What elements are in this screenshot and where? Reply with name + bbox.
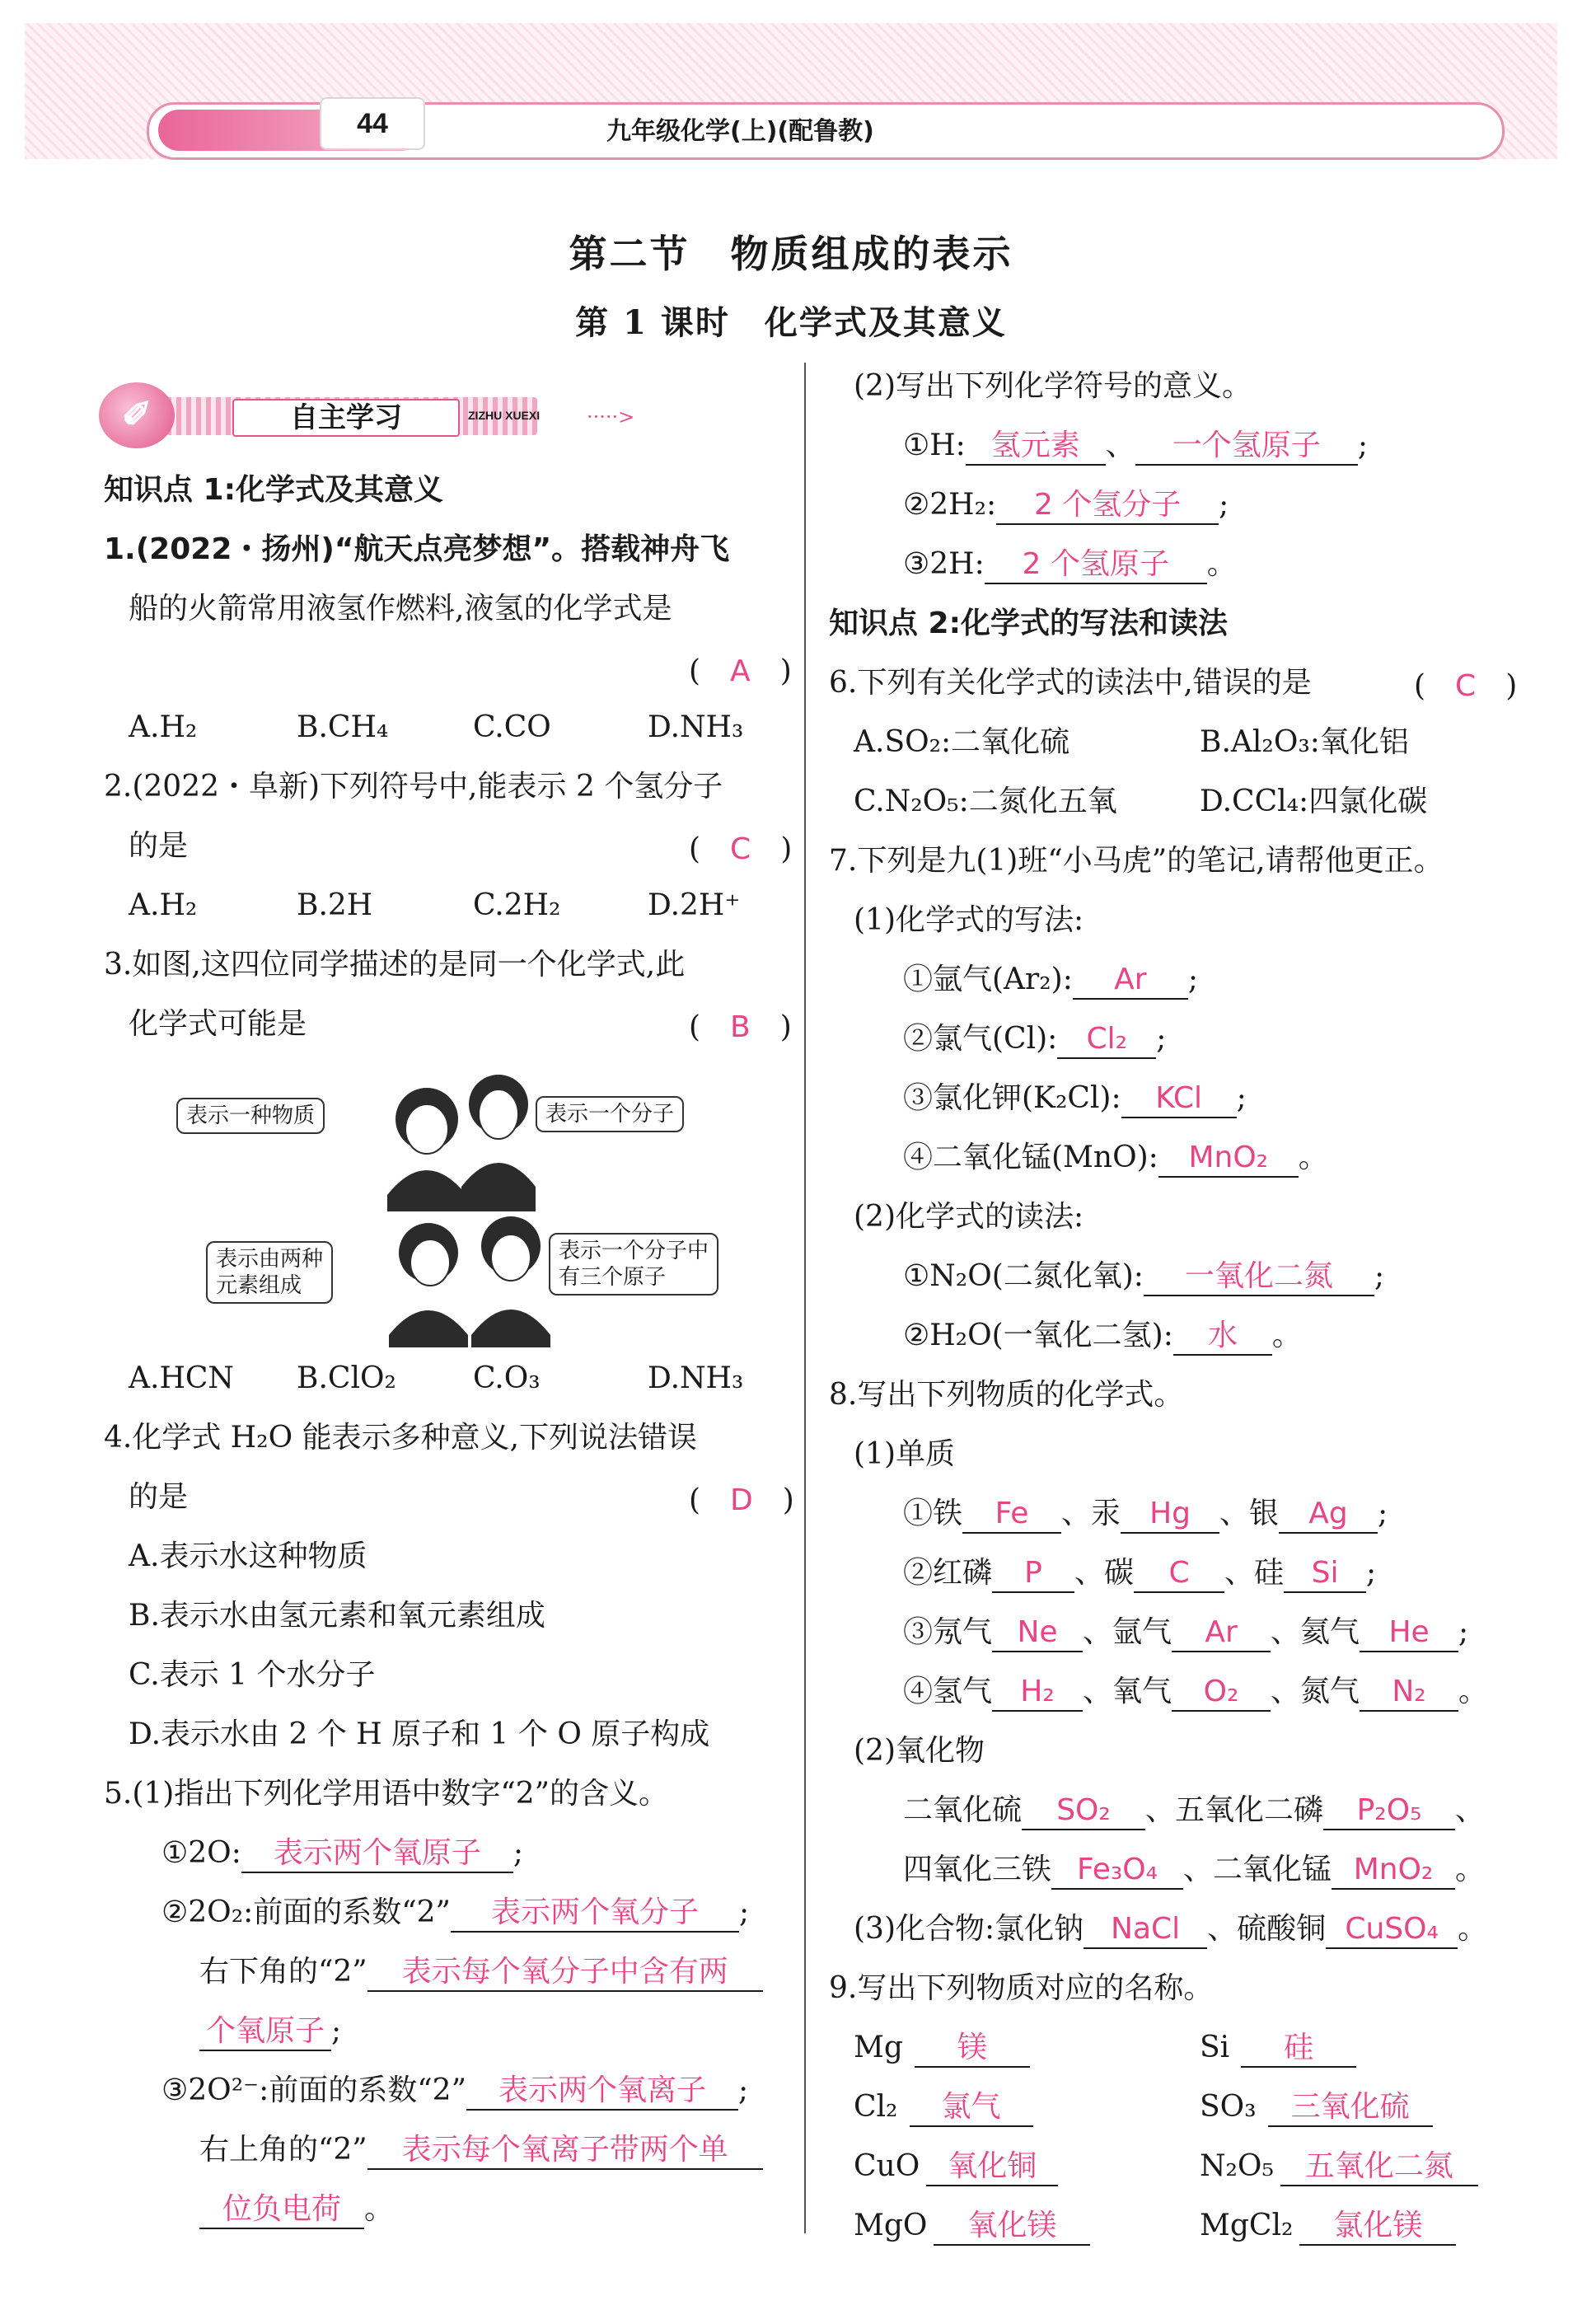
q5-item1-answer: 表示两个氧原子 [241, 1835, 513, 1873]
q9-name-answer: 氯化镁 [1299, 2208, 1456, 2246]
q6-line1: 6.下列有关化学式的读法中,错误的是 [829, 666, 1312, 700]
q8-r1-label-3: 、银 [1219, 1497, 1280, 1530]
q1-option-d: D.NH₃ [648, 710, 744, 744]
q9-row1-left [854, 2027, 1030, 2069]
q5-2-h2-label: ②2H₂: [903, 488, 997, 522]
q9-formula: MgCl₂ [1200, 2209, 1294, 2242]
banner-label: 自主学习 [232, 399, 460, 437]
q9-formula: SO₃ [1200, 2090, 1257, 2124]
q5-2-h-answer-1: 氢元素 [966, 428, 1106, 466]
q9-name-answer: 三氧化硫 [1268, 2089, 1433, 2127]
q2-option-b: B.2H [297, 888, 373, 922]
q5-2-h [903, 425, 1368, 466]
q5-item2b-answer-1: 表示每个氧分子中含有两 [367, 1954, 763, 1992]
q8-o2-answer-2: MnO₂ [1332, 1852, 1455, 1890]
q1-answer: A [730, 654, 751, 688]
q8-o1-answer-2: P₂O₅ [1323, 1792, 1455, 1830]
q5-2-intro: (2)写出下列化学符号的意义。 [854, 369, 1252, 403]
q7-r2-answer: 水 [1173, 1318, 1272, 1356]
q7-r1-label: ①N₂O(二氮化氧): [903, 1259, 1144, 1293]
q5-item2b-end: ; [331, 2014, 342, 2048]
q1-option-a: A.H₂ [129, 710, 198, 744]
book-title: 九年级化学(上)(配鲁教) [606, 117, 874, 146]
student-3-icon [389, 1223, 468, 1347]
q1-line1 [104, 529, 729, 570]
q4-option-a: A.表示水这种物质 [129, 1539, 367, 1573]
bubble-three-atoms: 表示一个分子中 有三个原子 [549, 1233, 718, 1296]
q4-option-d: D.表示水由 2 个 H 原子和 1 个 O 原子构成 [129, 1717, 710, 1751]
q8-r2-answer-2: C [1134, 1555, 1224, 1593]
q8-r4-label-1: ④氢气 [903, 1675, 993, 1708]
q6-option-b: B.Al₂O₃:氧化铝 [1200, 725, 1409, 759]
q5-item2b-cont [199, 2011, 341, 2052]
q9-formula: N₂O₅ [1200, 2149, 1274, 2183]
q9-formula: Cl₂ [854, 2090, 898, 2124]
q7-w3-label: ③氯化钾(K₂Cl): [903, 1081, 1121, 1115]
column-divider [804, 363, 806, 2233]
q4-option-c: C.表示 1 个水分子 [129, 1658, 376, 1692]
q3-option-b: B.ClO₂ [297, 1361, 396, 1395]
bubble-one-molecule: 表示一个分子 [536, 1096, 684, 1132]
q5-2-h3 [903, 544, 1237, 585]
q1-answer-paren: ( A ) [689, 654, 792, 688]
q8-o2-end: 。 [1455, 1853, 1486, 1886]
q4-answer: D [730, 1483, 753, 1517]
q8-line1: 8.写出下列物质的化学式。 [829, 1378, 1184, 1412]
q8-o2-label-1: 四氧化三铁 [903, 1853, 1052, 1886]
bubble-two-elements: 表示由两种 元素组成 [206, 1241, 333, 1304]
q7-r2-end: 。 [1271, 1319, 1302, 1352]
q8-r2-answer-1: P [992, 1555, 1074, 1593]
student-2-icon [461, 1075, 536, 1211]
q5-2-h-answer-2: 一个氢原子 [1135, 428, 1358, 466]
bubble-one-substance: 表示一种物质 [176, 1098, 325, 1134]
q8-r4-answer-2: O₂ [1172, 1674, 1271, 1712]
q7-w3 [903, 1078, 1247, 1119]
q8-r3-answer-2: Ar [1172, 1614, 1271, 1652]
q3-answer-paren: ( B ) [689, 1010, 792, 1044]
q5-item3b [199, 2130, 763, 2171]
q9-name-answer: 硅 [1241, 2030, 1356, 2068]
q3-line2: 化学式可能是 [129, 1007, 307, 1041]
q9-name-answer: 镁 [915, 2030, 1030, 2068]
q5-item3-answer: 表示两个氧离子 [466, 2073, 738, 2111]
q8-r2-answer-3: Si [1284, 1555, 1366, 1593]
q7-w1-answer: Ar [1073, 962, 1188, 1000]
q9-formula: Mg [854, 2031, 903, 2064]
q9-row1-right [1200, 2027, 1356, 2069]
q6-option-c: C.N₂O₅:二氮化五氧 [854, 785, 1117, 818]
q3-option-a: A.HCN [129, 1361, 234, 1395]
q8-row3 [903, 1612, 1468, 1653]
q3-answer: B [730, 1010, 751, 1044]
q5-item2 [161, 1892, 749, 1933]
q7-w4 [903, 1137, 1328, 1178]
q7-r2-label: ②H₂O(一氧化二氢): [903, 1319, 1173, 1352]
q8-compound-answer-2: CuSO₄ [1326, 1911, 1458, 1949]
q5-item3b-answer-1: 表示每个氧离子带两个单 [367, 2132, 763, 2170]
q7-r2 [903, 1315, 1302, 1356]
q5-2-h-end: ; [1357, 429, 1368, 462]
q5-2-h-sep: 、 [1105, 429, 1135, 462]
q9-line1: 9.写出下列物质对应的名称。 [829, 1971, 1214, 2005]
q2-answer-paren: ( C ) [689, 832, 793, 866]
q7-w4-answer: MnO₂ [1158, 1140, 1299, 1178]
q1-option-b: B.CH₄ [297, 710, 389, 744]
q8-r2-end: ; [1366, 1556, 1377, 1590]
knowledge-point-1: 知识点 1:化学式及其意义 [104, 473, 443, 507]
q2-option-a: A.H₂ [129, 888, 198, 922]
q8-r4-answer-3: N₂ [1360, 1674, 1458, 1712]
q8-r1-label-2: 、汞 [1061, 1497, 1121, 1530]
q2-option-c: C.2H₂ [473, 888, 561, 922]
q5-item1-end: ; [513, 1836, 523, 1870]
q5-item3b-end: 。 [364, 2192, 395, 2226]
q9-row2-right [1200, 2087, 1433, 2128]
q8-compound-mid: 、硫酸铜 [1207, 1912, 1327, 1946]
q8-sub2: (2)氧化物 [854, 1734, 985, 1768]
q5-2-h2-end: ; [1219, 488, 1229, 522]
page-number: 44 [320, 97, 425, 150]
q5-2-h3-end: 。 [1206, 547, 1237, 581]
q7-w1-end: ; [1187, 963, 1198, 996]
q7-line1: 7.下列是九(1)班“小马虎”的笔记,请帮他更正。 [829, 844, 1444, 878]
q8-o1-label-1: 二氧化硫 [903, 1793, 1023, 1827]
q9-name-answer: 氧化镁 [934, 2208, 1090, 2246]
q8-row2 [903, 1553, 1376, 1594]
q8-o1-end: 、 [1455, 1793, 1486, 1827]
q8-o1-answer-1: SO₂ [1022, 1792, 1145, 1830]
q8-r3-label-3: 、氦气 [1271, 1615, 1360, 1649]
q8-r4-answer-1: H₂ [992, 1674, 1083, 1712]
q5-item2-end: ; [738, 1895, 750, 1929]
q2-option-d: D.2H⁺ [648, 888, 741, 922]
banner-arrow: ·····> [587, 405, 635, 429]
q5-item3b-answer-2: 位负电荷 [199, 2191, 364, 2229]
q1-option-c: C.CO [473, 710, 551, 744]
q5-item3-end: ; [737, 2073, 749, 2107]
banner-pinyin: ZIZHU XUEXI [468, 409, 541, 422]
q5-item3b-label: 右上角的“2” [199, 2133, 367, 2167]
q2-answer: C [730, 832, 751, 866]
q5-item3 [161, 2070, 748, 2111]
q8-row1 [903, 1493, 1388, 1534]
q8-r2-label-2: 、碳 [1074, 1556, 1135, 1590]
q8-r3-end: ; [1458, 1615, 1469, 1649]
q8-r2-label-3: 、硅 [1224, 1556, 1285, 1590]
q9-name-answer: 氧化铜 [926, 2148, 1058, 2186]
q5-item2b-label: 右下角的“2” [199, 1955, 367, 1989]
q2-line2: 的是 [129, 829, 189, 863]
q5-2-h2 [903, 485, 1229, 526]
q8-compound-answer-1: NaCl [1084, 1911, 1207, 1949]
q9-name-answer: 氯气 [910, 2089, 1033, 2127]
q8-compound-label: (3)化合物:氯化钠 [854, 1912, 1084, 1946]
q8-oxide-row2 [903, 1849, 1485, 1891]
q7-w2-end: ; [1156, 1022, 1167, 1056]
q5-item3-label: ③2O²⁻:前面的系数“2” [161, 2073, 466, 2107]
q2-line1: 2.(2022・阜新)下列符号中,能表示 2 个氢分子 [104, 770, 723, 804]
q8-r3-answer-1: Ne [992, 1614, 1083, 1652]
q8-row4 [903, 1671, 1488, 1713]
q9-row3-right [1200, 2146, 1478, 2187]
q8-compound-end: 。 [1458, 1912, 1488, 1946]
q6-answer-paren: ( C ) [1414, 669, 1518, 703]
q8-oxide-row1 [903, 1790, 1485, 1831]
q5-2-h2-answer: 2 个氢分子 [996, 487, 1219, 525]
q7-w2-label: ②氯气(Cl): [903, 1022, 1058, 1056]
q8-o2-label-2: 、二氧化锰 [1183, 1853, 1332, 1886]
q1-line2: 船的火箭常用液氢作燃料,液氢的化学式是 [129, 592, 672, 626]
q7-w1 [903, 959, 1198, 1000]
student-4-icon [471, 1216, 550, 1347]
q1-text: 1.(2022・扬州)“航天点亮梦想”。搭载神舟飞 [104, 532, 730, 566]
q8-o1-label-2: 、五氧化二磷 [1145, 1793, 1324, 1827]
q5-item2-label: ②2O₂:前面的系数“2” [161, 1895, 451, 1929]
q7-w2-answer: Cl₂ [1057, 1021, 1156, 1059]
q9-formula: CuO [854, 2149, 920, 2183]
q9-row4-right [1200, 2205, 1456, 2247]
knowledge-point-2: 知识点 2:化学式的写法和读法 [829, 607, 1228, 640]
q4-line1: 4.化学式 H₂O 能表示多种意义,下列说法错误 [104, 1421, 698, 1455]
q7-w4-label: ④二氧化锰(MnO): [903, 1141, 1158, 1174]
q8-compound-row [854, 1909, 1487, 1950]
q5-item1 [161, 1833, 523, 1874]
q5-item2b-answer-2: 个氧原子 [199, 2013, 331, 2051]
q8-r1-answer-2: Hg [1121, 1496, 1219, 1534]
q5-item1-label: ①2O: [161, 1836, 241, 1870]
q8-r2-label-1: ②红磷 [903, 1556, 993, 1590]
q7-r1-answer: 一氧化二氮 [1144, 1258, 1374, 1296]
student-1-icon [387, 1088, 466, 1211]
q8-r4-label-2: 、氧气 [1083, 1675, 1172, 1708]
q8-r4-label-3: 、氮气 [1271, 1675, 1360, 1708]
q6-answer: C [1455, 669, 1477, 703]
q8-r3-answer-3: He [1360, 1614, 1458, 1652]
q5-2-h3-label: ③2H: [903, 547, 985, 581]
q7-r1 [903, 1256, 1384, 1297]
q8-r3-label-2: 、氩气 [1083, 1615, 1172, 1649]
q5-2-h3-answer: 2 个氢原子 [985, 546, 1207, 584]
q8-sub1: (1)单质 [854, 1437, 955, 1471]
lesson-title: 第 1 课时 化学式及其意义 [575, 303, 1007, 342]
q5-item2b [199, 1952, 763, 1993]
q5-item2-answer: 表示两个氧分子 [451, 1895, 739, 1933]
pen-logo-icon: ✐ [99, 382, 175, 448]
q8-r1-end: ; [1378, 1497, 1388, 1530]
q9-formula: Si [1200, 2031, 1230, 2064]
q9-row4-left [854, 2205, 1090, 2247]
q7-w2 [903, 1019, 1166, 1060]
q3-option-d: D.NH₃ [648, 1361, 744, 1395]
q4-answer-paren: ( D ) [689, 1483, 794, 1517]
q9-formula: MgO [854, 2209, 928, 2242]
q8-o2-answer-1: Fe₃O₄ [1051, 1852, 1183, 1890]
q4-option-b: B.表示水由氢元素和氧元素组成 [129, 1599, 545, 1633]
q9-row3-left [854, 2146, 1058, 2187]
q5-item3b-cont [199, 2189, 394, 2230]
q5-2-h-label: ①H: [903, 429, 966, 462]
q9-name-answer: 五氧化二氮 [1280, 2148, 1478, 2186]
q9-row2-left [854, 2087, 1033, 2128]
section-title: 第二节 物质组成的表示 [569, 232, 1013, 276]
q7-sub2: (2)化学式的读法: [854, 1200, 1084, 1234]
self-study-banner [92, 381, 653, 453]
q3-option-c: C.O₃ [473, 1361, 541, 1395]
q8-r4-end: 。 [1458, 1675, 1489, 1708]
q8-r1-label-1: ①铁 [903, 1497, 963, 1530]
q8-r1-answer-1: Fe [962, 1496, 1061, 1534]
four-students-figure [165, 1063, 758, 1347]
q6-option-d: D.CCl₄:四氯化碳 [1200, 785, 1428, 818]
q4-line2: 的是 [129, 1480, 189, 1514]
q5-line1: 5.(1)指出下列化学用语中数字“2”的含义。 [104, 1777, 669, 1811]
q7-w4-end: 。 [1298, 1141, 1328, 1174]
q3-line1: 3.如图,这四位同学描述的是同一个化学式,此 [104, 948, 686, 982]
q7-w3-end: ; [1236, 1081, 1247, 1115]
q7-r1-end: ; [1374, 1259, 1385, 1293]
q7-sub1: (1)化学式的写法: [854, 903, 1084, 937]
q7-w3-answer: KCl [1121, 1080, 1237, 1118]
q6-option-a: A.SO₂:二氧化硫 [854, 725, 1070, 759]
q8-r3-label-1: ③氖气 [903, 1615, 993, 1649]
q8-r1-answer-3: Ag [1279, 1496, 1378, 1534]
q7-w1-label: ①氩气(Ar₂): [903, 963, 1073, 996]
